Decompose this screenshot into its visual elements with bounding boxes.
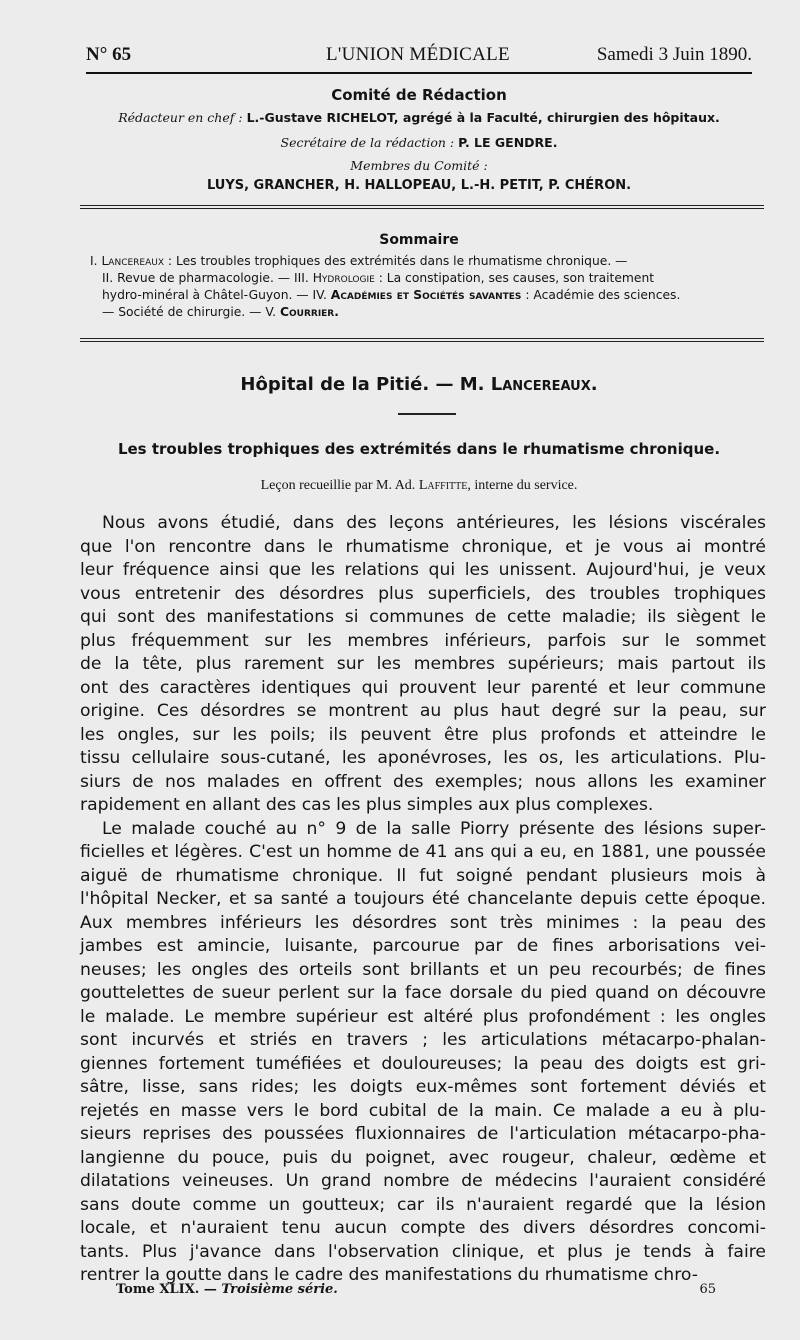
article-subject: Les troubles trophiques des extrémités dans le rhumatisme chronique. bbox=[117, 440, 721, 458]
text-line: dilatations veineuses. Un grand nombre de médecins l'auraient considéré bbox=[80, 1171, 766, 1191]
text-line: jambes est amincie, luisante, parcourue par de fines arborisations vei- bbox=[80, 936, 766, 956]
hospital-heading: Hôpital de la Pitié. — M. Lancereaux. bbox=[240, 374, 598, 395]
redacteur-name: L.-Gustave RICHELOT, agrégé à la Faculté, chirurgien des hôpitaux. bbox=[246, 110, 720, 125]
text-line: rapidement en allant des cas les plus simples aux plus complexes. bbox=[80, 795, 654, 815]
text-line: ont des caractères identiques qui prouvent leur parenté et leur commune bbox=[80, 677, 766, 698]
sommaire-line: I. Lancereaux : Les troubles trophiques des extrémités dans le rhumatisme chronique. — bbox=[90, 254, 628, 268]
text-line: tissu cellulaire sous-cutané, les aponévroses, les os, les articulations. Plu- bbox=[80, 748, 766, 768]
double-rule bbox=[80, 338, 764, 342]
issue-date: Samedi 3 Juin 1890. bbox=[596, 44, 752, 65]
secretaire-line bbox=[86, 135, 752, 150]
text-line: le malade. Le membre supérieur est altéré plus profondément : les ongles bbox=[80, 1006, 766, 1027]
text-line: langienne du pouce, puis du poignet, avec rougeur, chaleur, œdème et bbox=[80, 1147, 766, 1168]
tome-label: Tome XLIX. — Troisième série. bbox=[116, 1282, 338, 1297]
text-line: les ongles, sur les poils; ils peuvent être plus profonds et atteindre le bbox=[80, 724, 766, 745]
text-line: gouttelettes de sueur perlent sur la face dorsale du pied quand on découvre bbox=[80, 983, 766, 1003]
text-line: Le malade couché au n° 9 de la salle Piorry présente des lésions super- bbox=[102, 818, 766, 839]
comite-title: Comité de Rédaction bbox=[331, 86, 507, 104]
text-line: neuses; les ongles des orteils sont brillants et un peu recourbés; de fines bbox=[80, 959, 766, 980]
text-line: sieurs reprises des poussées fluxionnaires de l'articulation métacarpo-pha- bbox=[80, 1124, 766, 1144]
article-body bbox=[80, 512, 766, 1288]
text-line: rejetés en masse vers le bord cubital de la main. Ce malade a eu à plu- bbox=[80, 1100, 766, 1121]
page-header bbox=[86, 44, 752, 74]
page-footer bbox=[116, 1282, 716, 1302]
membres-names: LUYS, GRANCHER, H. HALLOPEAU, L.-H. PETIT, P. CHÉRON. bbox=[206, 178, 632, 193]
issue-number: N° 65 bbox=[86, 44, 132, 65]
sommaire-body bbox=[90, 253, 754, 321]
text-line: l'hôpital Necker, et sa santé a toujours été chancelante depuis cette époque. bbox=[80, 889, 766, 909]
text-line: ficielles et légères. C'est un homme de 41 ans qui a eu, en 1881, une poussée bbox=[80, 842, 766, 862]
secretaire-label: Secrétaire de la rédaction : bbox=[280, 135, 455, 150]
text-line: Aux membres inférieurs les désordres sont très minimes : la peau des bbox=[80, 912, 766, 933]
header-rule bbox=[86, 72, 752, 74]
page-number: 65 bbox=[699, 1282, 716, 1297]
secretaire-name: P. LE GENDRE. bbox=[458, 135, 558, 150]
text-line: tants. Plus j'avance dans l'observation clinique, et plus je tends à faire bbox=[80, 1241, 766, 1262]
text-line: rentrer la goutte dans le cadre des manifestations du rhumatisme chro- bbox=[80, 1265, 698, 1285]
membres-label: Membres du Comité : bbox=[350, 158, 488, 173]
sommaire-line: II. Revue de pharmacologie. — III. Hydrologie : La constipation, ses causes, son traitement bbox=[102, 271, 655, 285]
text-line: sans doute comme un goutteux; car ils n'auraient regardé que la lésion bbox=[80, 1194, 766, 1215]
text-line: origine. Ces désordres se montrent au plus haut degré sur la peau, sur bbox=[80, 701, 766, 721]
sommaire-line: — Société de chirurgie. — V. Courrier. bbox=[102, 305, 339, 319]
lecon-credit: Leçon recueillie par M. Ad. Laffitte, interne du service. bbox=[260, 478, 578, 493]
text-line: aiguë de rhumatisme chronique. Il fut soigné pendant plusieurs mois à bbox=[80, 865, 766, 886]
text-line: qui sont des manifestations si communes de cette maladie; ils siègent le bbox=[80, 607, 766, 627]
sommaire-title: Sommaire bbox=[379, 232, 459, 248]
text-line: giennes fortement tuméfiées et douloureuses; la peau des doigts est gri- bbox=[80, 1053, 766, 1074]
text-line: que l'on rencontre dans le rhumatisme chronique, et je vous ai montré bbox=[80, 536, 766, 557]
text-line: de la tête, plus rarement sur les membres supérieurs; mais partout ils bbox=[80, 654, 766, 674]
text-line: vous entretenir des désordres plus superficiels, des troubles trophiques bbox=[80, 583, 766, 604]
short-rule bbox=[398, 413, 456, 415]
journal-title: L'UNION MÉDICALE bbox=[326, 44, 510, 65]
double-rule bbox=[80, 205, 764, 209]
text-line: sont incurvés et striés en travers ; les articulations métacarpo-phalan- bbox=[80, 1030, 766, 1050]
text-line: leur fréquence ainsi que les relations qui les unissent. Aujourd'hui, je veux bbox=[80, 560, 766, 580]
redacteur-line bbox=[86, 110, 752, 125]
text-line: sâtre, lisse, sans rides; les doigts eux-mêmes sont fortement déviés et bbox=[80, 1077, 766, 1097]
redacteur-label: Rédacteur en chef : bbox=[118, 110, 243, 125]
text-line: plus fréquemment sur les membres inférieurs, parfois sur le sommet bbox=[80, 630, 766, 651]
text-line: siurs de nos malades en offrent des exemples; nous allons les examiner bbox=[80, 771, 766, 792]
sommaire-line: hydro-minéral à Châtel-Guyon. — IV. Académies et Sociétés savantes : Académie des sciences. bbox=[102, 288, 681, 302]
text-line: Nous avons étudié, dans des leçons antérieures, les lésions viscérales bbox=[102, 513, 766, 533]
text-line: locale, et n'auraient tenu aucun compte des divers désordres concomi- bbox=[80, 1218, 766, 1238]
